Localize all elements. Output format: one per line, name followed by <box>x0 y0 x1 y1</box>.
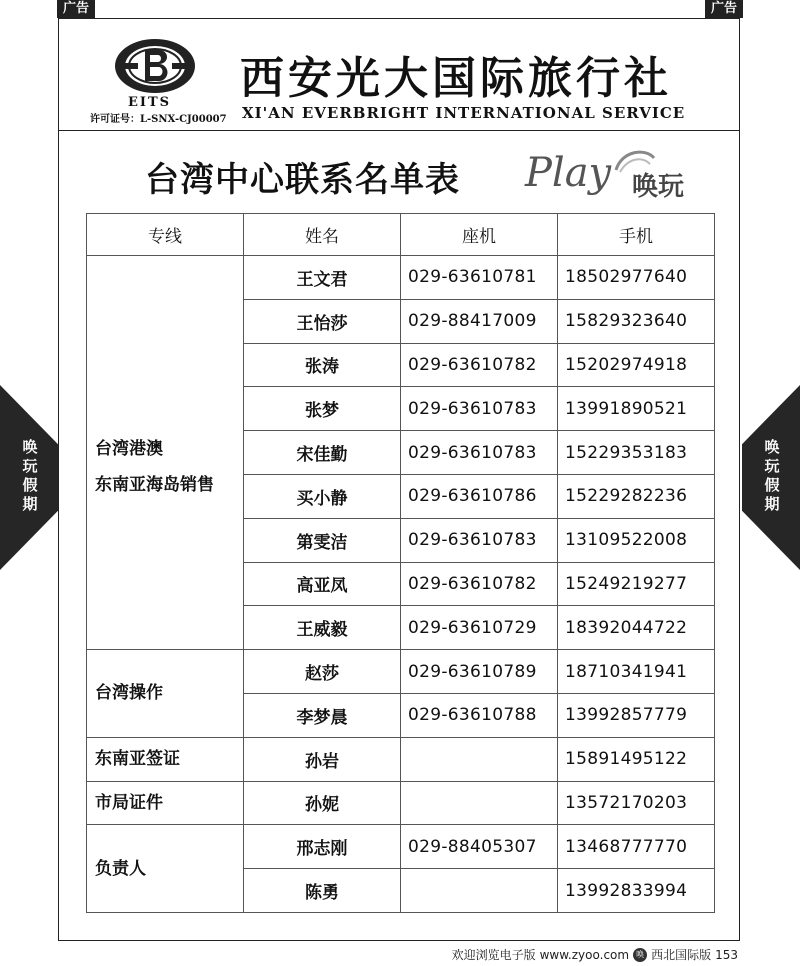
landline-cell <box>401 737 558 781</box>
side-char: 唤 <box>764 438 780 456</box>
footer-welcome: 欢迎浏览电子版 <box>451 948 536 962</box>
mobile-cell: 13992833994 <box>558 869 715 913</box>
mobile-cell: 15202974918 <box>558 343 715 387</box>
header-line: 专线 <box>87 214 244 256</box>
name-cell: 王文君 <box>244 256 401 300</box>
page-title: 台湾中心联系名单表 <box>145 160 460 200</box>
side-label-right <box>762 438 782 514</box>
table-body <box>87 256 715 913</box>
category-label: 台湾操作 <box>95 683 163 704</box>
category-label: 东南亚签证 <box>95 749 180 770</box>
landline-cell: 029-88417009 <box>401 299 558 343</box>
table-row <box>87 737 715 781</box>
brand-play-cn: 唤玩 <box>632 172 685 202</box>
mobile-cell: 13109522008 <box>558 518 715 562</box>
side-char: 假 <box>22 476 38 494</box>
landline-cell <box>401 869 558 913</box>
category-label: 东南亚海岛销售 <box>95 474 214 495</box>
footer-url[interactable]: www.zyoo.com <box>539 947 630 962</box>
footer-section: 西北国际版 <box>651 948 712 962</box>
category-cell <box>87 256 244 650</box>
footer-logo-icon: 唤 <box>633 948 647 962</box>
name-cell: 赵莎 <box>244 650 401 694</box>
landline-cell: 029-63610783 <box>401 431 558 475</box>
name-cell: 宋佳勤 <box>244 431 401 475</box>
header-landline: 座机 <box>401 214 558 256</box>
ad-label-left: 广告 <box>57 0 95 18</box>
name-cell: 高亚凤 <box>244 562 401 606</box>
company-name-cn: 西安光大国际旅行社 <box>240 53 672 104</box>
landline-cell: 029-63610789 <box>401 650 558 694</box>
side-char: 假 <box>764 476 780 494</box>
landline-cell: 029-63610788 <box>401 693 558 737</box>
table-row <box>87 781 715 825</box>
table-row <box>87 650 715 694</box>
category-cell <box>87 650 244 738</box>
table-row <box>87 825 715 869</box>
page-number: 153 <box>715 947 738 962</box>
side-char: 玩 <box>764 457 780 475</box>
mobile-cell: 18710341941 <box>558 650 715 694</box>
name-cell: 张涛 <box>244 343 401 387</box>
side-label-left <box>20 438 40 514</box>
mobile-cell: 13572170203 <box>558 781 715 825</box>
header-name: 姓名 <box>244 214 401 256</box>
side-char: 玩 <box>22 457 38 475</box>
category-label: 台湾港澳 <box>95 438 163 459</box>
mobile-cell: 13991890521 <box>558 387 715 431</box>
license-number: 许可证号：L-SNX-CJ00007 <box>90 114 227 125</box>
category-label: 市局证件 <box>95 792 163 813</box>
name-cell: 买小静 <box>244 474 401 518</box>
name-cell: 第雯洁 <box>244 518 401 562</box>
mobile-cell: 13992857779 <box>558 693 715 737</box>
name-cell: 邢志刚 <box>244 825 401 869</box>
landline-cell: 029-63610729 <box>401 606 558 650</box>
name-cell: 王威毅 <box>244 606 401 650</box>
mobile-cell: 18502977640 <box>558 256 715 300</box>
side-char: 期 <box>22 495 38 513</box>
landline-cell: 029-88405307 <box>401 825 558 869</box>
table-row <box>87 256 715 300</box>
side-char: 期 <box>764 495 780 513</box>
mobile-cell: 15229282236 <box>558 474 715 518</box>
mobile-cell: 18392044722 <box>558 606 715 650</box>
mobile-cell: 15229353183 <box>558 431 715 475</box>
name-cell: 李梦晨 <box>244 693 401 737</box>
name-cell: 王怡莎 <box>244 299 401 343</box>
category-label: 负责人 <box>95 858 146 879</box>
category-cell <box>87 825 244 913</box>
category-cell <box>87 781 244 825</box>
company-name-en: XI'AN EVERBRIGHT INTERNATIONAL SERVICE <box>242 104 686 122</box>
eits-logo-icon <box>112 36 198 96</box>
mobile-cell: 15891495122 <box>558 737 715 781</box>
landline-cell: 029-63610783 <box>401 518 558 562</box>
category-cell <box>87 737 244 781</box>
name-cell: 张梦 <box>244 387 401 431</box>
brand-play-en: Play <box>525 150 612 196</box>
landline-cell <box>401 781 558 825</box>
landline-cell: 029-63610782 <box>401 562 558 606</box>
contact-table <box>86 213 715 913</box>
logo-text: EITS <box>128 95 172 110</box>
landline-cell: 029-63610781 <box>401 256 558 300</box>
side-char: 唤 <box>22 438 38 456</box>
name-cell: 孙妮 <box>244 781 401 825</box>
landline-cell: 029-63610783 <box>401 387 558 431</box>
name-cell: 陈勇 <box>244 869 401 913</box>
name-cell: 孙岩 <box>244 737 401 781</box>
header-divider <box>58 130 740 131</box>
mobile-cell: 15829323640 <box>558 299 715 343</box>
ad-label-right: 广告 <box>705 0 743 18</box>
table-header-row <box>87 214 715 256</box>
mobile-cell: 13468777770 <box>558 825 715 869</box>
landline-cell: 029-63610786 <box>401 474 558 518</box>
page-footer <box>452 946 738 963</box>
header-mobile: 手机 <box>558 214 715 256</box>
landline-cell: 029-63610782 <box>401 343 558 387</box>
mobile-cell: 15249219277 <box>558 562 715 606</box>
